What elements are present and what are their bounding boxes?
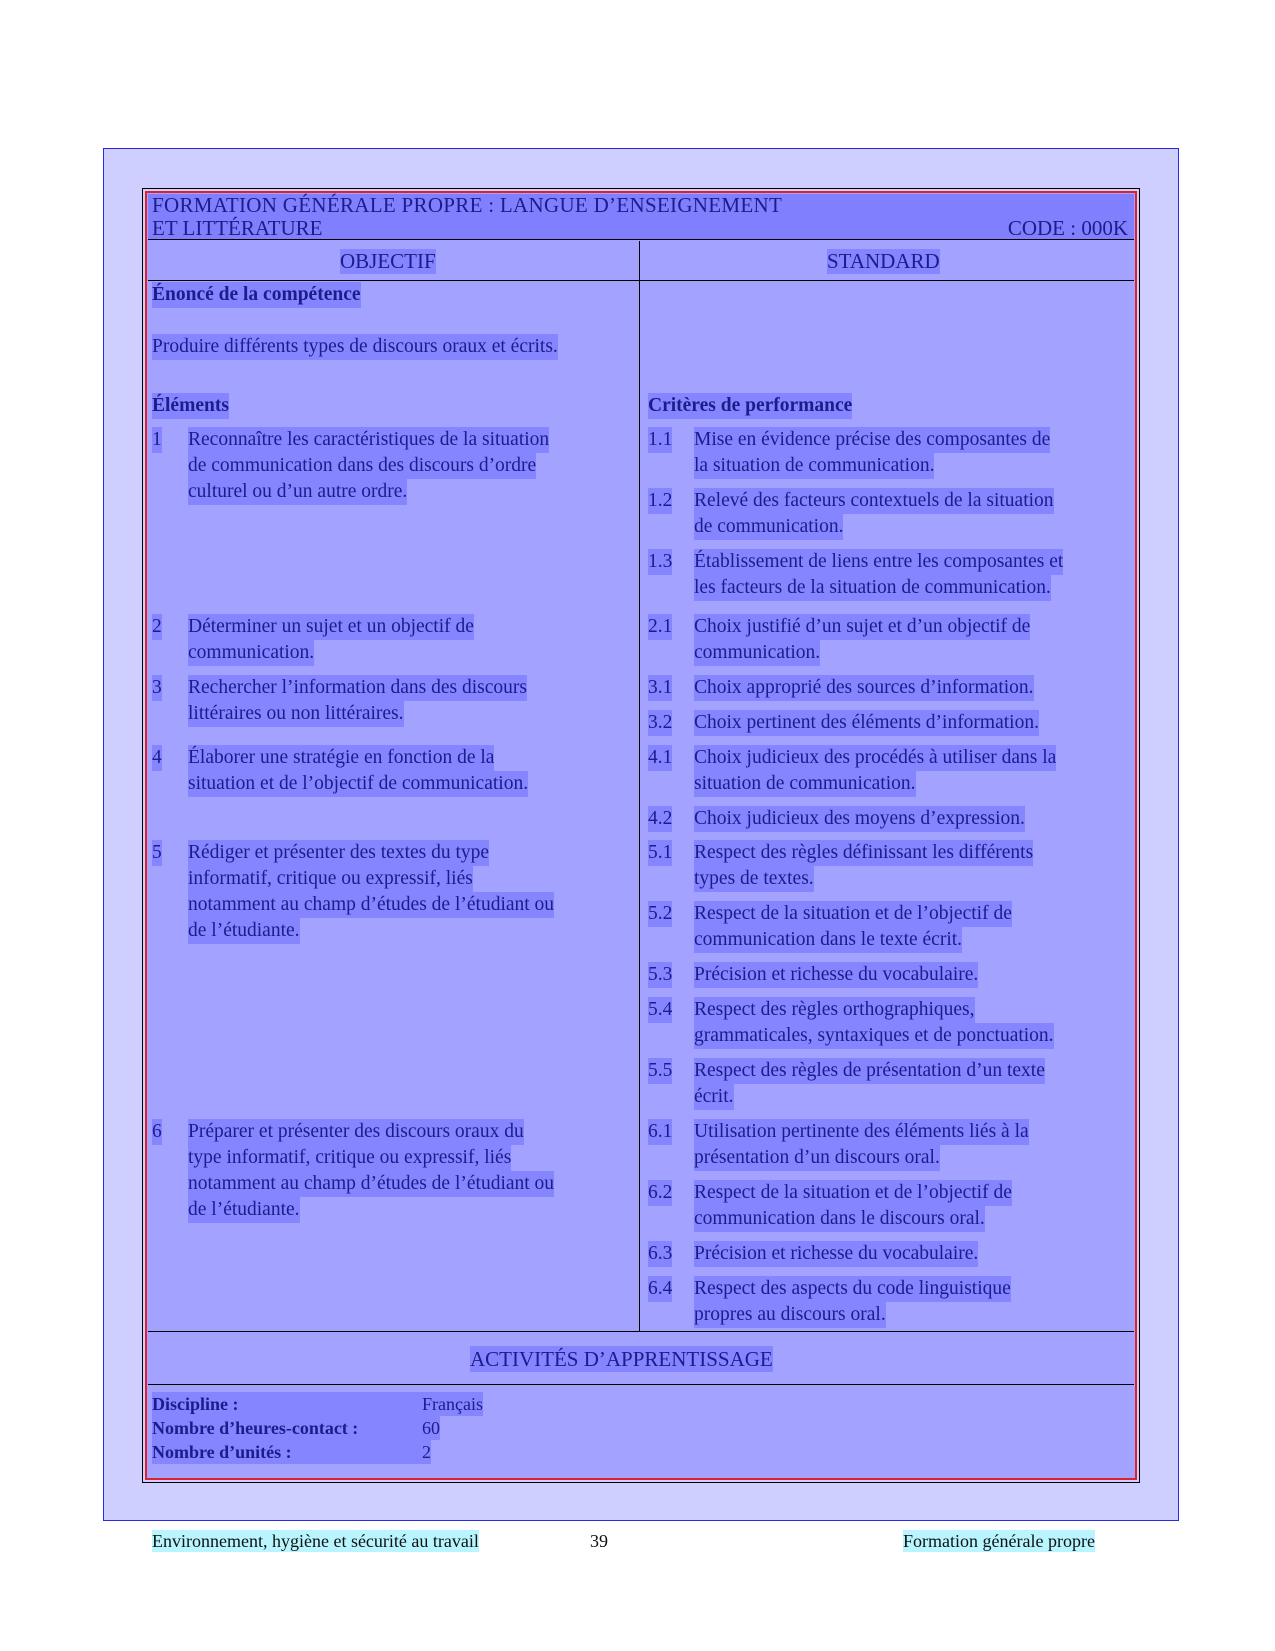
divider-activites-bottom [148, 1384, 1134, 1385]
critere-number: 3.1 [648, 675, 672, 701]
column-label-standard: STANDARD [827, 249, 940, 273]
element-text-line: Reconnaître les caractéristiques de la situation [188, 427, 549, 453]
column-label-objectif: OBJECTIF [340, 249, 436, 273]
critere-text-line: présentation d’un discours oral. [694, 1145, 940, 1171]
critere-text-line: propres au discours oral. [694, 1302, 886, 1328]
critere-text-line: Choix pertinent des éléments d’information. [694, 710, 1039, 736]
element-number: 1 [152, 427, 162, 453]
activites-title: ACTIVITÉS D’APPRENTISSAGE [470, 1347, 773, 1371]
element-text-line: Déterminer un sujet et un objectif de [188, 614, 474, 640]
critere-text-line: Précision et richesse du vocabulaire. [694, 962, 978, 988]
element-text-line: littéraires ou non littéraires. [188, 701, 404, 727]
column-header-objectif [148, 241, 639, 281]
critere-text-line: communication dans le discours oral. [694, 1206, 985, 1232]
element-text-line: notamment au champ d’études de l’étudiant ou [188, 892, 554, 918]
critere-text-line: la situation de communication. [694, 453, 934, 479]
footer-page-number: 39 [590, 1531, 608, 1551]
critere-text-line: communication. [694, 640, 820, 666]
element-number: 2 [152, 614, 162, 640]
header-title-line1: FORMATION GÉNÉRALE PROPRE : LANGUE D’ENSEIGNEMENT [152, 193, 783, 217]
element-text-line: communication. [188, 640, 314, 666]
element-text-line: Rechercher l’information dans des discours [188, 675, 527, 701]
critere-number: 5.5 [648, 1058, 672, 1084]
element-text-line: notamment au champ d’études de l’étudiant ou [188, 1171, 554, 1197]
critere-number: 5.2 [648, 901, 672, 927]
element-text-line: type informatif, critique ou expressif, liés [188, 1145, 511, 1171]
element-text-line: situation et de l’objectif de communication. [188, 771, 528, 797]
critere-text-line: écrit. [694, 1084, 734, 1110]
element-number: 3 [152, 675, 162, 701]
element-number: 5 [152, 840, 162, 866]
critere-number: 6.4 [648, 1276, 672, 1302]
elements-title: Éléments [152, 393, 229, 419]
column-divider [639, 241, 640, 1331]
critere-number: 2.1 [648, 614, 672, 640]
footer-left: Environnement, hygiène et sécurité au travail [152, 1531, 479, 1551]
critere-text-line: communication dans le texte écrit. [694, 927, 962, 953]
critere-text-line: Respect des règles orthographiques, [694, 997, 975, 1023]
column-header-standard [640, 241, 1134, 281]
critere-text-line: Choix judicieux des procédés à utiliser dans la [694, 745, 1056, 771]
element-number: 4 [152, 745, 162, 771]
info-value-discipline: Français [422, 1394, 483, 1414]
critere-number: 5.4 [648, 997, 672, 1023]
info-value-heures: 60 [422, 1418, 440, 1438]
critere-text-line: de communication. [694, 514, 843, 540]
critere-text-line: grammaticales, syntaxiques et de ponctuation. [694, 1023, 1054, 1049]
enonce-title: Énoncé de la compétence [152, 282, 361, 308]
critere-number: 6.1 [648, 1119, 672, 1145]
header-title-line2: ET LITTÉRATURE [152, 216, 323, 240]
enonce-text: Produire différents types de discours oraux et écrits. [152, 334, 558, 360]
footer-right: Formation générale propre [903, 1531, 1095, 1551]
critere-text-line: types de textes. [694, 866, 814, 892]
info-value-unites: 2 [422, 1442, 431, 1462]
critere-number: 5.3 [648, 962, 672, 988]
critere-number: 6.2 [648, 1180, 672, 1206]
info-label-discipline: Discipline : [152, 1392, 422, 1416]
critere-text-line: Choix judicieux des moyens d’expression. [694, 806, 1025, 832]
element-text-line: culturel ou d’un autre ordre. [188, 479, 407, 505]
element-text-line: de l’étudiante. [188, 918, 300, 944]
info-label-heures: Nombre d’heures-contact : [152, 1416, 422, 1440]
critere-number: 1.1 [648, 427, 672, 453]
critere-text-line: Choix justifié d’un sujet et d’un objectif de [694, 614, 1030, 640]
criteres-title: Critères de performance [648, 393, 852, 419]
element-text-line: de l’étudiante. [188, 1197, 300, 1223]
critere-number: 4.2 [648, 806, 672, 832]
critere-text-line: Respect de la situation et de l’objectif de [694, 901, 1012, 927]
critere-number: 1.3 [648, 549, 672, 575]
critere-text-line: Mise en évidence précise des composantes de [694, 427, 1050, 453]
critere-text-line: Respect des règles définissant les différents [694, 840, 1033, 866]
critere-text-line: Choix approprié des sources d’information. [694, 675, 1034, 701]
element-text-line: Rédiger et présenter des textes du type [188, 840, 489, 866]
critere-text-line: Respect des règles de présentation d’un texte [694, 1058, 1045, 1084]
divider-activites-top [148, 1331, 1134, 1332]
critere-text-line: les facteurs de la situation de communication. [694, 575, 1051, 601]
critere-text-line: situation de communication. [694, 771, 916, 797]
critere-text-line: Utilisation pertinente des éléments liés à la [694, 1119, 1029, 1145]
critere-text-line: Respect des aspects du code linguistique [694, 1276, 1011, 1302]
element-text-line: informatif, critique ou expressif, liés [188, 866, 473, 892]
critere-number: 5.1 [648, 840, 672, 866]
table-header [148, 194, 1134, 240]
critere-number: 1.2 [648, 488, 672, 514]
critere-number: 4.1 [648, 745, 672, 771]
element-number: 6 [152, 1119, 162, 1145]
header-code: CODE : 000K [1007, 216, 1128, 240]
critere-text-line: Respect de la situation et de l’objectif de [694, 1180, 1012, 1206]
element-text-line: Élaborer une stratégie en fonction de la [188, 745, 494, 771]
info-label-unites: Nombre d’unités : [152, 1440, 422, 1464]
element-text-line: de communication dans des discours d’ordre [188, 453, 536, 479]
element-text-line: Préparer et présenter des discours oraux du [188, 1119, 524, 1145]
critere-number: 3.2 [648, 710, 672, 736]
critere-text-line: Relevé des facteurs contextuels de la situation [694, 488, 1054, 514]
critere-number: 6.3 [648, 1241, 672, 1267]
critere-text-line: Précision et richesse du vocabulaire. [694, 1241, 978, 1267]
critere-text-line: Établissement de liens entre les composantes et [694, 549, 1063, 575]
